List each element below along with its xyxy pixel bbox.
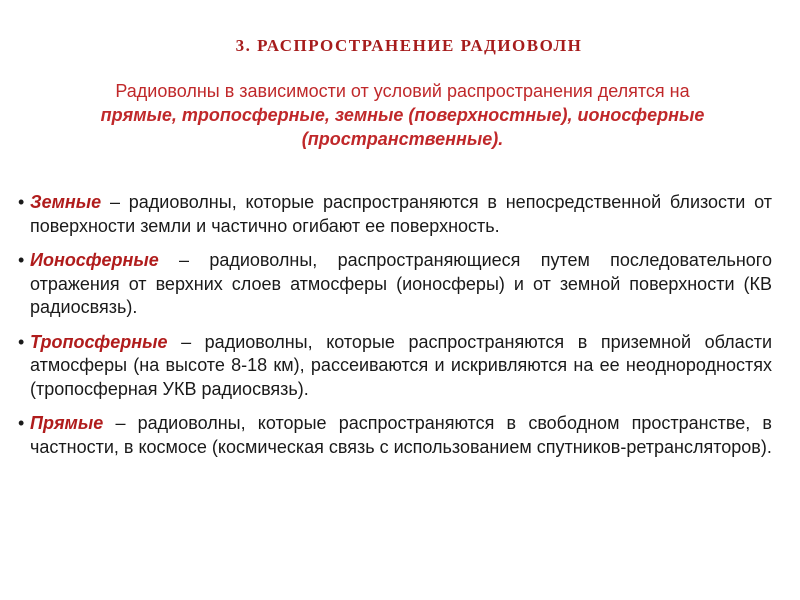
term-ionospheric: Ионосферные xyxy=(30,250,159,270)
list-item-ionospheric xyxy=(18,249,772,320)
bullet-icon: • xyxy=(18,250,25,270)
list-item-ground xyxy=(18,191,772,238)
term-ground: Земные xyxy=(30,192,102,212)
definition-tropospheric: – радиоволны, которые распространяются в приземной области атмосферы (на высоте 8-18 км), рассеиваются и искривляются на ее неоднородностях (тропосферная УКВ радиосвязь). xyxy=(30,331,772,399)
intro-paragraph xyxy=(30,79,775,151)
term-direct: Прямые xyxy=(30,413,104,433)
bullet-icon: • xyxy=(18,413,25,433)
term-tropospheric: Тропосферные xyxy=(30,331,168,352)
list-item-direct xyxy=(18,412,772,459)
definition-direct: – радиоволны, которые распространяются в свободном пространстве, в частности, в космосе (космическая связь с использованием спутников-ретрансляторов). xyxy=(30,413,772,457)
definition-list xyxy=(18,191,772,470)
list-item-tropospheric xyxy=(18,331,772,402)
slide-title: 3. РАСПРОСТРАНЕНИЕ РАДИОВОЛН xyxy=(235,36,583,55)
definition-ground: – радиоволны, которые распространяются в непосредственной близости от поверхности земли и частично огибают ее поверхность. xyxy=(30,192,772,236)
intro-text: Радиоволны в зависимости от условий распространения делятся на xyxy=(115,81,690,101)
intro-emphasis: прямые, тропосферные, земные (поверхностные), ионосферные (пространственные). xyxy=(100,105,705,149)
bullet-icon: • xyxy=(18,192,25,212)
bullet-icon: • xyxy=(18,331,25,352)
definition-ionospheric: – радиоволны, распространяющиеся путем последовательного отражения от верхних слоев атмосферы (ионосферы) и от земной поверхности (КВ радиосвязь). xyxy=(30,250,772,317)
